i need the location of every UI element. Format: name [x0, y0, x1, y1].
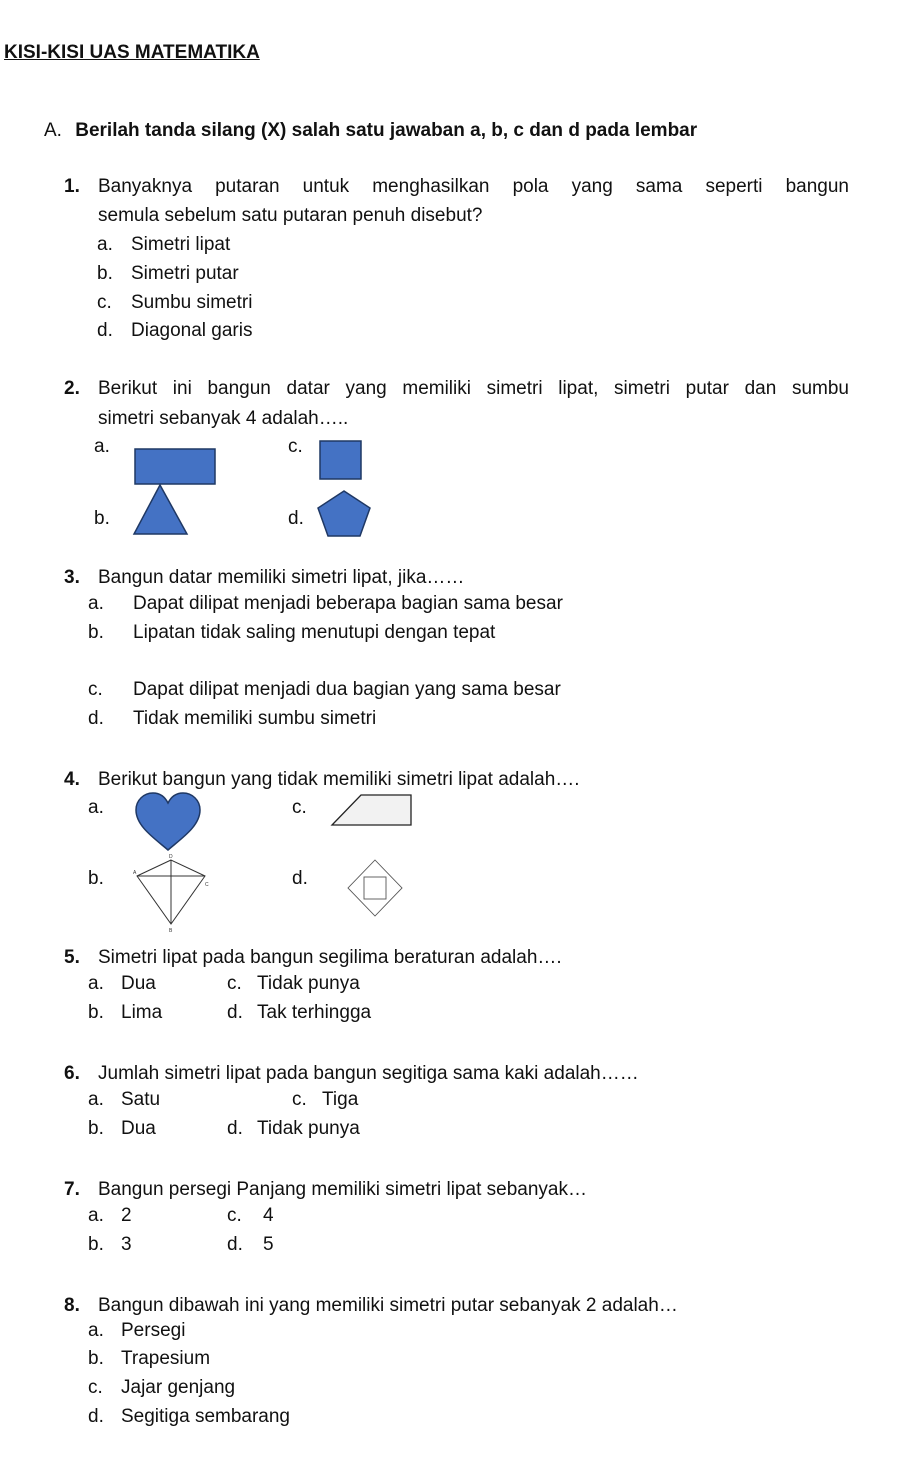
rectangle-shape[interactable] — [134, 448, 216, 486]
option-4c-label[interactable]: c. — [292, 797, 307, 818]
option-3a[interactable]: a. Dapat dilipat menjadi beberapa bagian sama besar — [88, 593, 563, 614]
question-text-line1: Berikut ini bangun datar yang memiliki simetri lipat, simetri putar dan sumbu — [98, 378, 849, 399]
option-7a[interactable]: a. 2 — [88, 1205, 132, 1226]
question-text-line2: simetri sebanyak 4 adalah….. — [98, 408, 349, 429]
option-7c[interactable]: c. 4 — [227, 1205, 274, 1226]
option-3b[interactable]: b. Lipatan tidak saling menutupi dengan tepat — [88, 622, 496, 643]
kite-label-bottom: B — [169, 928, 173, 934]
question-number: 2. — [64, 378, 80, 399]
question-text-line1: Banyaknya putaran untuk menghasilkan pola yang sama seperti bangun — [98, 176, 849, 197]
question-text-line1: Bangun datar memiliki simetri lipat, jika…… — [98, 567, 465, 588]
section-letter: A. — [44, 120, 62, 141]
question-number: 5. — [64, 947, 80, 968]
option-6d[interactable]: d. Tidak punya — [227, 1118, 360, 1139]
square-shape[interactable] — [319, 440, 363, 480]
option-2c-label[interactable]: c. — [288, 436, 303, 457]
section-instruction: Berilah tanda silang (X) salah satu jawaban a, b, c dan d pada lembar — [75, 120, 698, 141]
option-5c[interactable]: c. Tidak punya — [227, 973, 360, 994]
parallelogram-shape[interactable] — [331, 794, 413, 828]
diamond-square-shape[interactable] — [346, 858, 404, 920]
pentagon-shape[interactable] — [316, 490, 372, 538]
option-8d[interactable]: d. Segitiga sembarang — [88, 1406, 290, 1427]
question-number: 1. — [64, 176, 80, 197]
question-number: 3. — [64, 567, 80, 588]
option-7b[interactable]: b. 3 — [88, 1234, 132, 1255]
kite-shape[interactable] — [133, 852, 209, 934]
option-1c[interactable]: c. Sumbu simetri — [97, 292, 253, 313]
option-2d-label[interactable]: d. — [288, 508, 304, 529]
option-8b[interactable]: b. Trapesium — [88, 1348, 211, 1369]
option-2a-label[interactable]: a. — [94, 436, 110, 457]
option-1d[interactable]: d. Diagonal garis — [97, 320, 253, 341]
option-4d-label[interactable]: d. — [292, 868, 308, 889]
question-number: 7. — [64, 1179, 80, 1200]
question-text-line1: Berikut bangun yang tidak memiliki simetri lipat adalah…. — [98, 769, 580, 790]
kite-label-right: C — [205, 882, 209, 888]
option-3d[interactable]: d. Tidak memiliki sumbu simetri — [88, 708, 377, 729]
question-number: 4. — [64, 769, 80, 790]
question-text-line2: semula sebelum satu putaran penuh disebut? — [98, 205, 483, 226]
question-number: 8. — [64, 1295, 80, 1316]
option-3c[interactable]: c. Dapat dilipat menjadi dua bagian yang sama besar — [88, 679, 561, 700]
option-7d[interactable]: d. 5 — [227, 1234, 274, 1255]
kite-label-left: A — [133, 870, 137, 876]
question-text-line1: Jumlah simetri lipat pada bangun segitiga sama kaki adalah…… — [98, 1063, 639, 1084]
option-4a-label[interactable]: a. — [88, 797, 104, 818]
heart-shape[interactable] — [134, 792, 202, 854]
page-title: KISI-KISI UAS MATEMATIKA — [4, 42, 260, 63]
kite-label-top: D — [169, 854, 173, 860]
option-5d[interactable]: d. Tak terhingga — [227, 1002, 372, 1023]
option-8c[interactable]: c. Jajar genjang — [88, 1377, 236, 1398]
option-1a[interactable]: a. Simetri lipat — [97, 234, 231, 255]
question-number: 6. — [64, 1063, 80, 1084]
option-2b-label[interactable]: b. — [94, 508, 110, 529]
option-4b-label[interactable]: b. — [88, 868, 104, 889]
question-text-line1: Bangun dibawah ini yang memiliki simetri putar sebanyak 2 adalah… — [98, 1295, 678, 1316]
option-5a[interactable]: a. Dua — [88, 973, 156, 994]
triangle-shape[interactable] — [133, 484, 189, 536]
option-1b[interactable]: b. Simetri putar — [97, 263, 239, 284]
option-6c[interactable]: c. Tiga — [292, 1089, 359, 1110]
option-6b[interactable]: b. Dua — [88, 1118, 156, 1139]
option-6a[interactable]: a. Satu — [88, 1089, 161, 1110]
section-heading — [44, 120, 697, 142]
question-text-line1: Simetri lipat pada bangun segilima beraturan adalah…. — [98, 947, 562, 968]
question-text-line1: Bangun persegi Panjang memiliki simetri lipat sebanyak… — [98, 1179, 587, 1200]
option-5b[interactable]: b. Lima — [88, 1002, 163, 1023]
option-8a[interactable]: a. Persegi — [88, 1320, 186, 1341]
